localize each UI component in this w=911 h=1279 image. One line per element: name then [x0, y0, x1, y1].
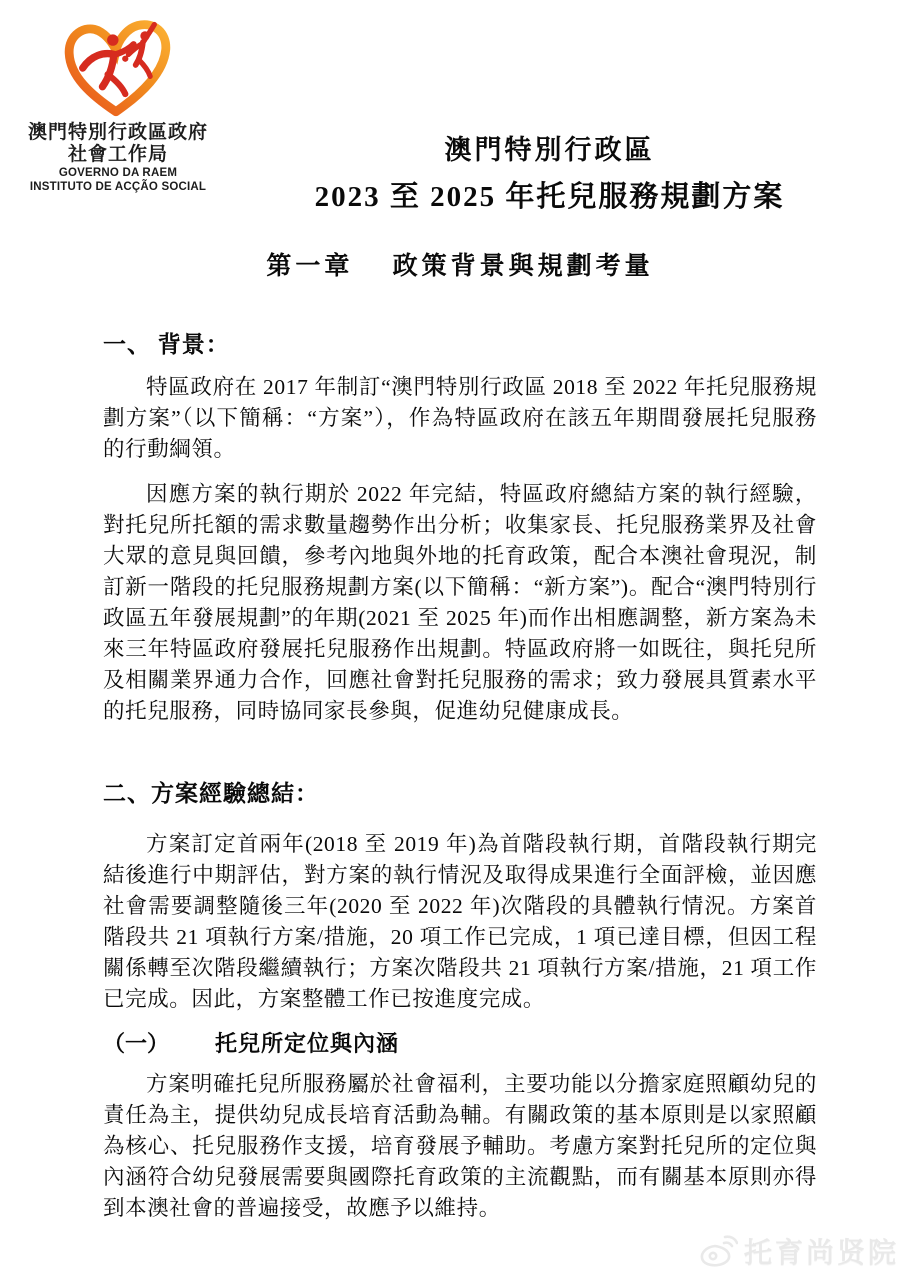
document-body [103, 330, 817, 1238]
watermark [698, 1231, 899, 1271]
agency-name-pt-line1: GOVERNO DA RAEM [58, 166, 178, 179]
figure-small-head [140, 31, 149, 40]
agency-name-pt-line2: INSTITUTO DE ACÇÃO SOCIAL [29, 181, 207, 194]
document-title [212, 128, 887, 215]
section2-sub1-paragraph: 方案明確托兒所服務屬於社會福利，主要功能以分擔家庭照顧幼兒的責任為主，提供幼兒成長培育活動為輔。有關政策的基本原則是以家照顧為核心、托兒服務作支援，培育發展予輔助。考慮方案對托兒所的定位與內涵符合幼兒發展需要與國際托育政策的主流觀點，而有關基本原則亦得到本澳社會的普遍接受，故應予以維持。 [103, 1072, 817, 1220]
section2-paragraph-1: 方案訂定首兩年(2018 至 2019 年)為首階段執行期，首階段執行期完結後進行中期評估，對方案的執行情況及取得成果進行全面評檢，並因應社會需要調整隨後三年(2020 至 2022 年)次階段的具體執行情況。方案首階段共 21 項執行方案/措施，20 項工作已完成，1 項已達目標，但因工程關係轉至次階段繼續執行；方案次階段共 21 項執行方案/措施，21 項工作已完成。因此，方案整體工作已按進度完成。 [103, 832, 817, 1011]
section2-sub1-label: （一） [103, 1031, 170, 1056]
agency-name-zh-line1: 澳門特別行政區政府 [27, 122, 208, 143]
heart-logo-icon [55, 12, 181, 120]
section1-paragraph-2: 因應方案的執行期於 2022 年完結，特區政府總結方案的執行經驗，對托兒所托額的需求數量趨勢作出分析；收集家長、托兒服務業界及社會大眾的意見與回饋，參考內地與外地的托育政策，配合本澳社會現況，制訂新一階段的托兒服務規劃方案(以下簡稱：“新方案”)。配合“澳門特別行政區五年發展規劃”的年期(2021 至 2025 年)而作出相應調整，新方案為未來三年特區政府發展托兒服務作出規劃。特區政府將一如既往，與托兒所及相關業界通力合作，回應社會對托兒服務的需求；致力發展具質素水平的托兒服務，同時協同家長參與，促進幼兒健康成長。 [103, 482, 817, 723]
weibo-icon [698, 1234, 738, 1268]
chapter-heading: 第一章 政策背景與規劃考量 [266, 253, 654, 280]
section1-heading: 一、 背景： [103, 332, 230, 357]
tiny-heart-dot [122, 56, 128, 62]
figure-large-head [107, 34, 118, 45]
section1-paragraph-1: 特區政府在 2017 年制訂“澳門特別行政區 2018 至 2022 年托兒服務規劃方案”（以下簡稱：“方案”），作為特區政府在該五年期間發展托兒服務的行動綱領。 [103, 375, 817, 461]
section2-sub1-heading [103, 1029, 817, 1059]
section2-sub1-title: 托兒所定位與內涵 [215, 1031, 400, 1056]
watermark-text: 托育尚贤院 [743, 1237, 899, 1268]
section2-heading: 二、方案經驗總結： [103, 781, 319, 806]
agency-name-zh-line2: 社會工作局 [67, 143, 168, 165]
document-title-line2: 2023 至 2025 年托兒服務規劃方案 [314, 181, 785, 213]
agency-logo-block [22, 12, 214, 194]
document-title-line1: 澳門特別行政區 [444, 135, 655, 165]
